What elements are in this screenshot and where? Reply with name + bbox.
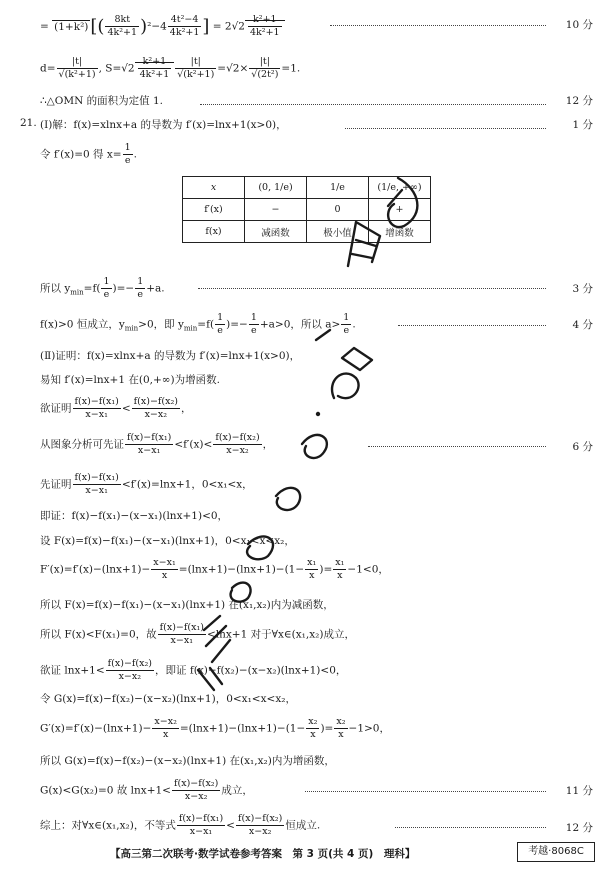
score-12-final: 12 分 (565, 822, 593, 834)
dot-leader (395, 827, 546, 828)
table-cell: 极小值 (307, 221, 369, 243)
graph-analysis: 从图象分析可先证 $\frac{\text{f(x)−f(x₁)}}{\text{x−x₁}}$ <f′(x)< $\frac{\text{f(x)−f(x₂)}}{\text{x−x₂}}$ ， (40, 432, 274, 456)
minimum-value: 所以 $y_{min}=f$( $\frac{1}{e}$ )=− $\frac{1}{e}$ +a. (40, 276, 165, 300)
variation-table (182, 176, 431, 243)
dot-leader (198, 288, 546, 289)
dot-leader (330, 25, 546, 26)
part-two-intro: (Ⅱ)证明：f(x)=xlnx+a 的导数为 f′(x)=lnx+1(x>0)， (40, 350, 301, 362)
question-number: 21. (20, 117, 37, 129)
formula-line-1: = (1+k²) [( $\frac{8kt}{\text{4k²+1}}$ )²−4 $\frac{\text{4t²−4}}{\text{4k²+1}}$ ] = 2√2 $\frac{\text{k²+1}}{\text{4k²+1}}$ (40, 14, 285, 39)
first-result: 所以 F(x)<F(x₁)=0，故 $\frac{\text{f(x)−f(x₁)}}{\text{x−x₁}}$ <lnx+1 对于∀x∈(x₁,x₂)成立， (40, 622, 355, 646)
increasing-derivative: 易知 f′(x)=lnx+1 在(0,+∞)为增函数. (40, 374, 220, 386)
define-F: 设 F(x)=f(x)−f(x₁)−(x−x₁)(lnx+1)，0<x₁<x<x₂， (40, 535, 295, 547)
define-G: 令 G(x)=f(x)−f(x₂)−(x−x₂)(lnx+1)，0<x₁<x<x₂， (40, 693, 296, 705)
final-conclusion: 综上：对∀x∈(x₁,x₂)，不等式 $\frac{\text{f(x)−f(x₁)}}{\text{x−x₁}}$ < $\frac{\text{f(x)−f(x₂)}}{\text{x−x₂}}$ 恒成立. (40, 813, 321, 837)
score-6: 6 分 (572, 441, 593, 453)
table-cell: − (245, 199, 307, 221)
equivalent-form-1: 即证：f(x)−f(x₁)−(x−x₁)(lnx+1)<0， (40, 510, 229, 522)
table-cell: f(x) (183, 221, 245, 243)
G-derivative: G′(x)=f′(x)−(lnx+1)− $\frac{\text{x−x₂}}{x}$ =(lnx+1)−(lnx+1)−(1− $\frac{\text{x₂}}{x}$ )= $\frac{\text{x₂}}{x}$ −1>0， (40, 716, 390, 740)
table-cell: f′(x) (183, 199, 245, 221)
F-derivative: F′(x)=f′(x)−(lnx+1)− $\frac{\text{x−x₁}}{x}$ =(lnx+1)−(lnx+1)−(1− $\frac{\text{x₁}}{x}$ )= $\frac{\text{x₁}}{x}$ −1<0， (40, 557, 389, 581)
part-one-intro: (Ⅰ)解：f(x)=xlnx+a 的导数为 f′(x)=lnx+1(x>0)， (40, 119, 287, 131)
score-4: 4 分 (572, 319, 593, 331)
table-cell: 1/e (307, 177, 369, 199)
conclusion-area: ∴△OMN 的面积为定值 1. (40, 95, 163, 107)
table-cell: (1/e, +∞) (369, 177, 431, 199)
table-row (183, 177, 431, 199)
dot-leader (398, 325, 546, 326)
table-cell: x (183, 177, 245, 199)
second-result: G(x)<G(x₂)=0 故 lnx+1< $\frac{\text{f(x)−f(x₂)}}{\text{x−x₂}}$ 成立， (40, 778, 253, 802)
score-10: 10 分 (565, 19, 593, 31)
first-inequality: 先证明 $\frac{\text{f(x)−f(x₁)}}{\text{x−x₁}}$ <f′(x)=lnx+1，0<x₁<x， (40, 472, 253, 496)
table-cell: 减函数 (245, 221, 307, 243)
table-cell: 增函数 (369, 221, 431, 243)
score-12: 12 分 (565, 95, 593, 107)
table-row (183, 221, 431, 243)
score-3: 3 分 (572, 283, 593, 295)
exam-code-box: 考越·8068C (517, 842, 595, 862)
set-derivative-zero: 令 f′(x)=0 得 x= $\frac{1}{e}$ . (40, 142, 137, 166)
dot-leader (345, 128, 546, 129)
page-footer: 【高三第二次联考·数学试卷参考答案 第 3 页(共 4 页) 理科】 (110, 848, 416, 860)
goal-statement: 欲证明 $\frac{\text{f(x)−f(x₁)}}{\text{x−x₁}}$ < $\frac{\text{f(x)−f(x₂)}}{\text{x−x₂}}$ ， (40, 396, 192, 420)
table-cell: (0, 1/e) (245, 177, 307, 199)
table-cell: 0 (307, 199, 369, 221)
score-1: 1 分 (572, 119, 593, 131)
table-cell: + (369, 199, 431, 221)
table-row (183, 199, 431, 221)
second-goal: 欲证 lnx+1< $\frac{\text{f(x)−f(x₂)}}{\text{x−x₂}}$ ，即证 f(x)−f(x₂)−(x−x₂)(lnx+1)<0， (40, 658, 347, 682)
dot-leader (305, 791, 546, 792)
positivity-condition: f(x)>0 恒成立，$y_{min}>0$，即 $y_{min}=f$( $\frac{1}{e}$ )=− $\frac{1}{e}$ +a>0，所以 a> $\frac{1}{e}$ . (40, 312, 356, 336)
formula-line-2: d= $\frac{|t|}{\text{√(k²+1)}}$ , S=√2 $\frac{\text{k²+1}}{\text{4k²+1}}$ $\frac{|t|}{\text{√(k²+1)}}$ =√2× $\frac{|t|}{\text{√(2t²)}}$ =1. (40, 56, 301, 80)
F-decreasing: 所以 F(x)=f(x)−f(x₁)−(x−x₁)(lnx+1) 在(x₁,x₂)内为减函数， (40, 599, 334, 611)
score-11: 11 分 (565, 785, 593, 797)
dot-leader (368, 446, 546, 447)
G-increasing: 所以 G(x)=f(x)−f(x₂)−(x−x₂)(lnx+1) 在(x₁,x₂)内为增函数， (40, 755, 335, 767)
dot-leader (200, 104, 546, 105)
